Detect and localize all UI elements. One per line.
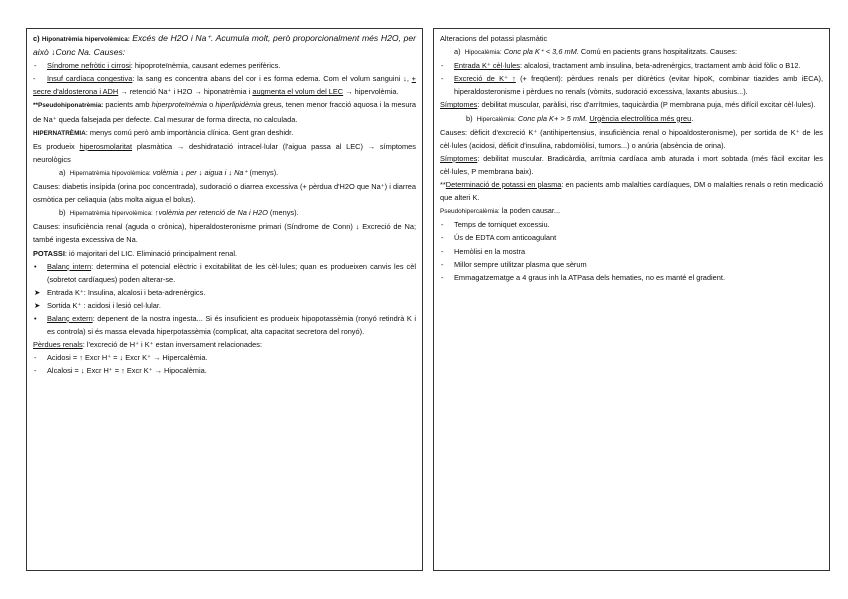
list-item: ➤ Sortida K⁺ : acidosi i lesió cel·lular. [34,300,161,310]
list-item: • Balanç extern: depenent de la nostra ingesta... Si és insuficient es produeix hipopotassèmia (ronyó retindrà K i es controla) si és massa elevada hiperpotassèmia (complicat, alta capacitat secretora del ronyó). [34,313,416,337]
list-item: - Alcalosi = ↓ Excr H⁺ = ↑ Excr K⁺ → Hipocalèmia. [34,366,207,376]
causes-b: Causes: insuficiència renal (aguda o crònica), hiperaldosteronisme primari (Síndrome de Conn) ↓ Excreció de Na; també ingesta excessiva de Na. [33,222,416,245]
potassium-heading: POTASSI: ió majoritari del LIC. Eliminació principalment renal. [33,248,238,258]
list-item: - Ús de EDTA com anticoagulant [441,233,557,243]
hypokalemia-heading: a) Hipocalèmia: Conc pla K⁺ < 3,6 mM. Comú en pacients grans hospitalitzats. Causes: [454,47,738,57]
list-item: - Entrada K⁺ cèl·lules: alcalosi, tractament amb insulina, beta-adrenèrgics, tractament amb àcid fòlic o B12. [441,61,801,71]
hypernatremia-hypervolemic: b) Hipernatrèmia hipervolèmica: ↑volèmia per retenció de Na i H2O (menys). [59,208,299,218]
list-item: - Millor sempre utilitzar plasma que sèrum [441,259,587,269]
list-item: - Temps de torniquet excessiu. [441,220,550,230]
list-item: ➤ Entrada K⁺: Insulina, alcalosi i beta-adrenèrgics. [34,287,206,297]
hyponatremia-hypervolemic-para: c) Hiponatrèmia hipervolèmica: Excés de H2O i Na⁺. Acumula molt, però proporcionalment més H2O, per això ↓Conc Na. Causes: [33,33,416,58]
pseudohyperkalemia-heading: Pseudohipercalèmia: la poden causar... [440,206,561,216]
list-item: - Emmagatzematge a 4 graus inh la ATPasa dels hematies, no es manté el gradient. [441,272,726,282]
causes-a: Causes: diabetis insípida (orina poc concentrada), sudoració o diarrea excessiva (+ pèrdua d'H2O que Na⁺) i diarrea osmòtica per celiaquia (abs molta aigua el bolus). [33,182,416,205]
list-item: - Acidosi = ↑ Excr H⁺ = ↓ Excr K⁺ → Hipercalèmia. [34,353,208,363]
renal-losses-para: Pèrdues renals: l'excreció de H⁺ i K⁺ estan inversament relacionades: [33,340,262,350]
list-item: • Balanç intern: determina el potencial elèctric i excitabilitat de les cèl·lules; quan es produeixen canvis les cèl (sobretot cardíaques) poden alterar-se. [34,261,416,284]
pseudohyponatremia-para: **Pseudohiponatrèmia: pacients amb hiperproteïnèmia o hiperlipidèmia greus, tenen menor fracció aquosa i la mesura de Na⁺ queda falsejada per defecte. Cal mesurar de forma directa, no calculada. [33,100,416,124]
hyperkalemia-heading: b) Hipercalèmia: Conc pla K+ > 5 mM. Urgència electrolítica més greu. [466,113,694,123]
symptoms-hypokalemia: Símptomes: debilitat muscular, paràlisi, risc d'arrítmies, taquicàrdia (P membrana puja, més difícil excitar cèl·lules). [440,100,816,110]
hyperosmolarity-para: Es produeix hiperosmolaritat plasmàtica → deshidratació intracel·lular (l'aigua passa al LEC) → símptomes neurològics [33,141,416,164]
right-column [433,28,830,571]
potassium-alterations-title: Alteracions del potassi plasmàtic [440,34,548,43]
left-column [26,28,423,571]
symptoms-hyperkalemia: Símptomes: debilitat muscular. Bradicàrdia, arrítmia cardíaca amb aturada i mort sobtada (més fàcil excitar les cèl·lules, P membrana baix). [440,153,823,176]
potassium-determination: **Determinació de potassi en plasma: en pacients amb malalties cardíaques, DM o malalties renals o retin medicació que alteri K. [440,180,823,203]
hypernatremia-hypovolemic: a) Hipernatrèmia hipovolèmica: volèmia ↓ per ↓ aigua i ↓ Na⁺ (menys). [59,167,279,177]
hyperkalemia-causes: Causes: dèficit d'excreció K⁺ (antihipertensius, insuficiència renal o hipoaldosteronisme), per sortida de K⁺ de les cèl·lules (acidosi, dèficit d'insulina, rabdomiòlisi, tumors...) o anúria (absència de orina). [440,127,823,150]
list-item: - Síndrome nefròtic i cirrosi: hipoproteïnèmia, causant edemes perifèrics. [34,61,281,71]
list-item: - Excreció de K⁺ ↑ (+ freqüent): pèrdues renals per diürètics (evitar hipoK, combinar tiazides amb iECA), hiperaldosteronisme i pèrdues no renals (vòmits, sudoració excessiva, laxants abusius...). [441,74,823,97]
list-item: - Hemòlisi en la mostra [441,246,526,256]
list-item: - Insuf cardíaca congestiva: la sang es concentra abans del cor i es forma edema. Com el volum sanguini ↓, + secre d'aldosterona i ADH → retenció Na⁺ i H2O → hiponatrèmia i augmenta el volum del LEC → hipervolèmia. [33,74,416,97]
hypernatremia-heading: HIPERNATRÈMIA: menys comú però amb importància clínica. Gent gran deshidr. [33,127,294,137]
